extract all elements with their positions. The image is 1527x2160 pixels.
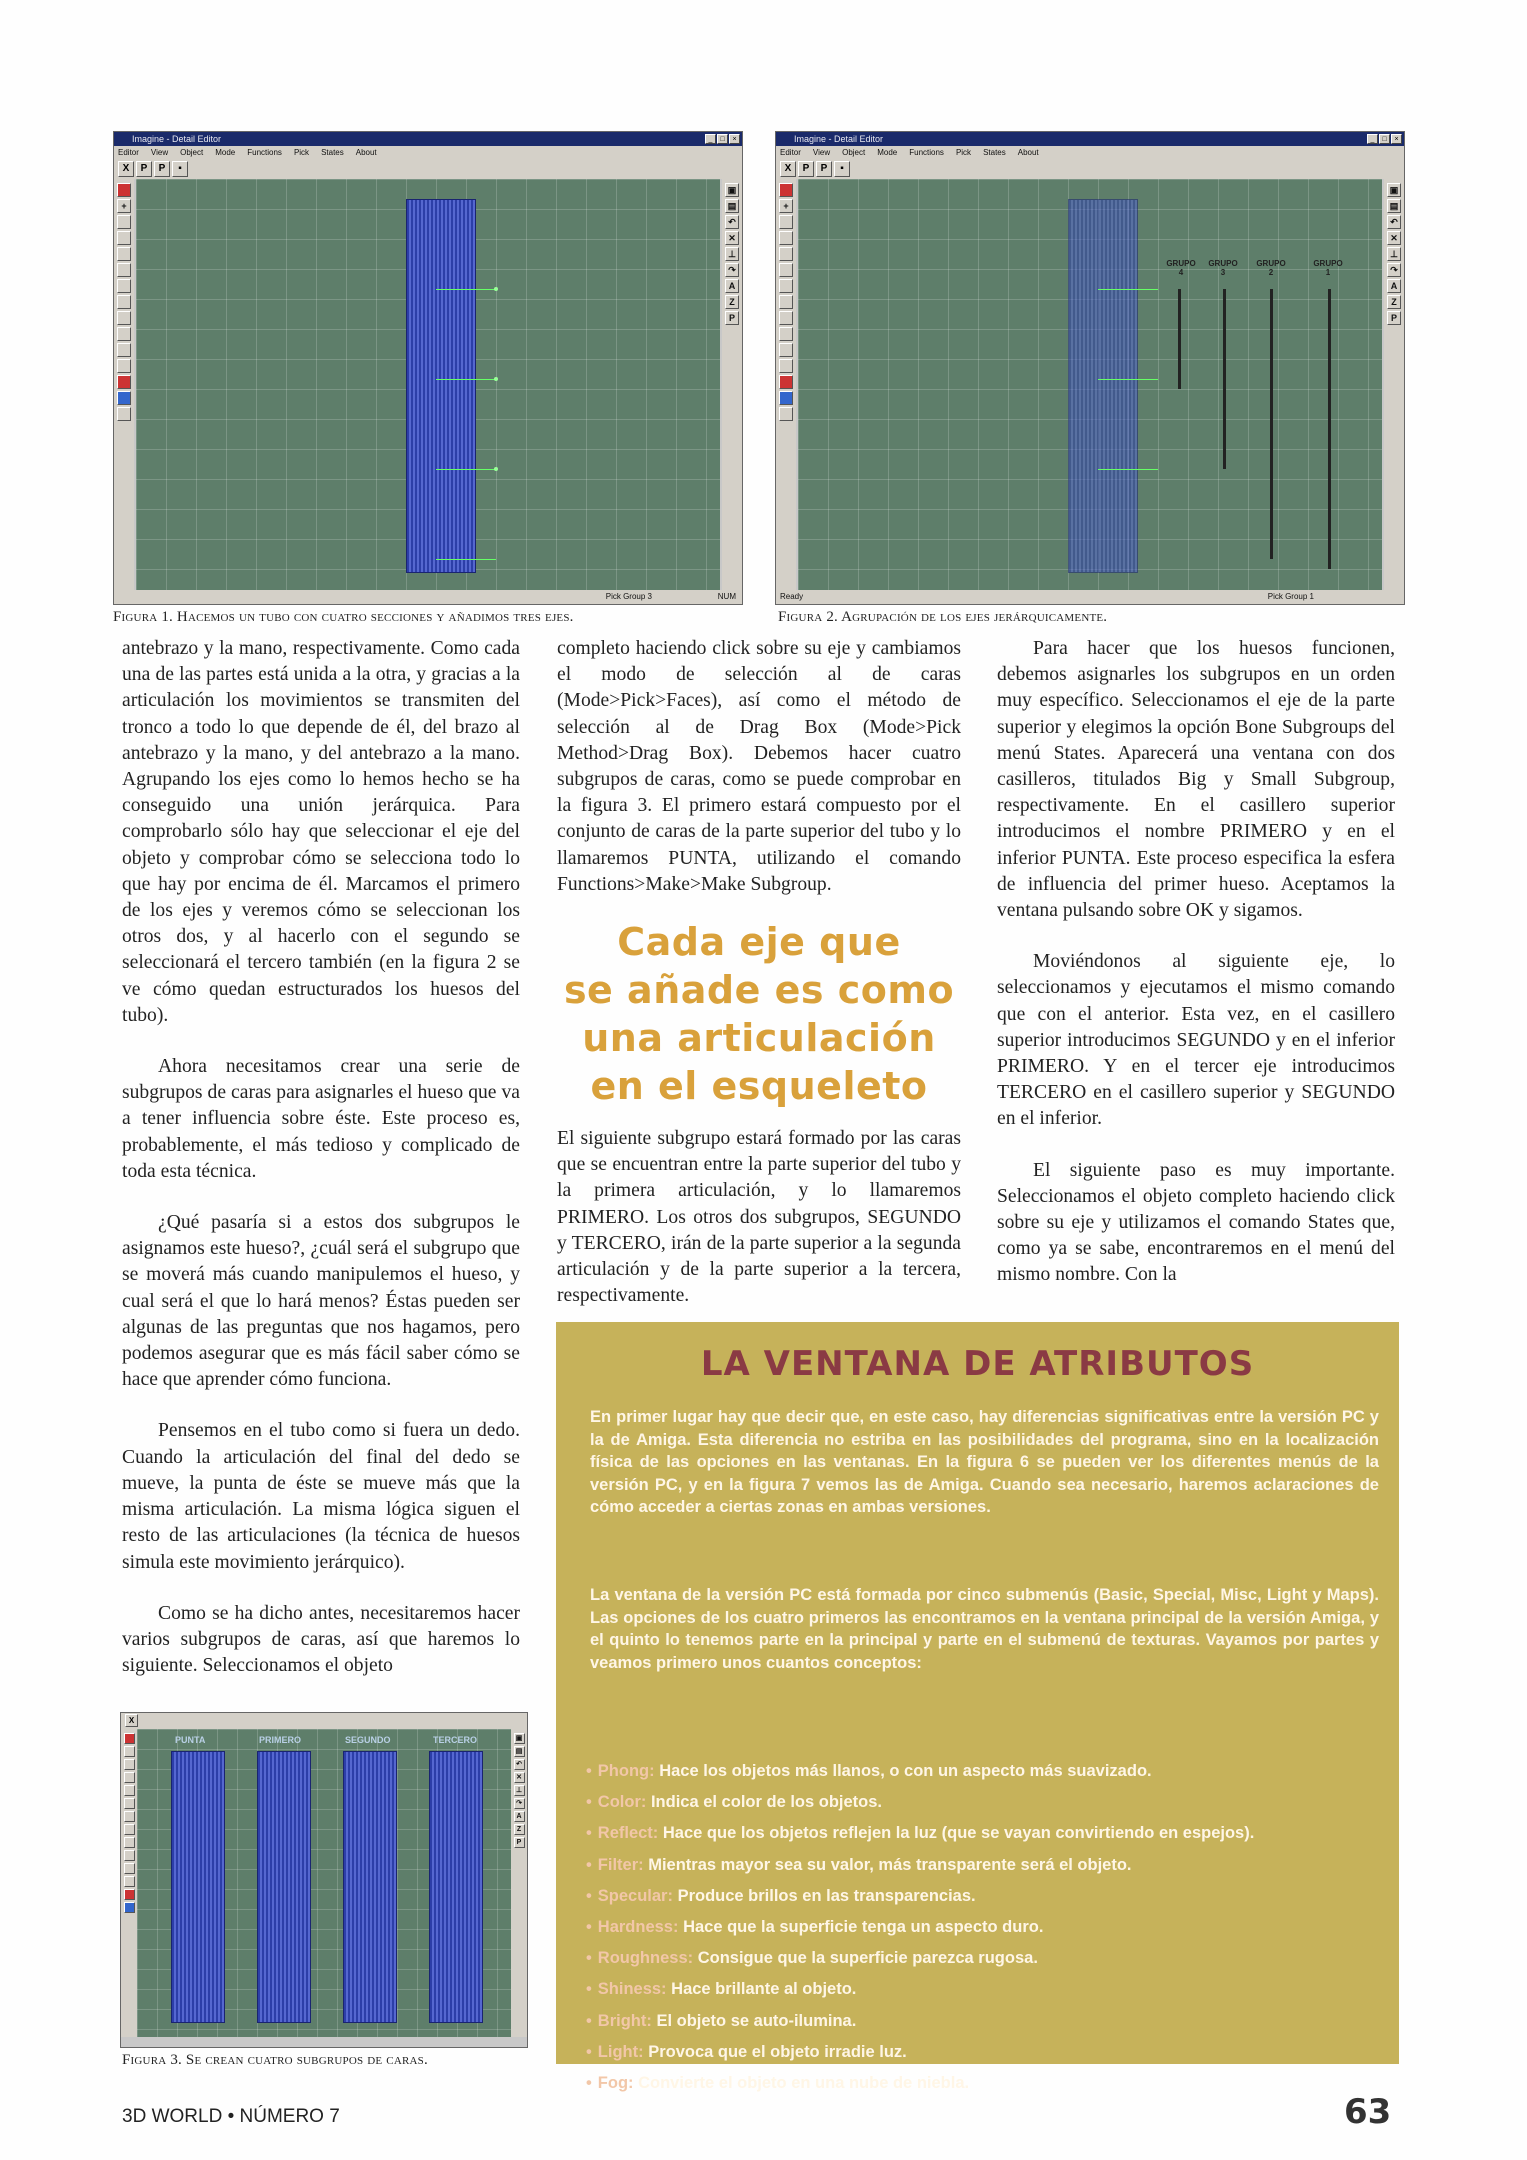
pick-button[interactable]: P (136, 161, 152, 177)
group-label: GRUPO 2 (1256, 259, 1286, 277)
attribute-term: Phong: (597, 1762, 655, 1780)
close-icon[interactable]: × (1391, 134, 1402, 144)
tool-icon[interactable]: + (117, 199, 131, 213)
tool-icon[interactable] (117, 247, 131, 261)
subgroup-label: SEGUNDO (345, 1735, 391, 1745)
attribute-desc: Hace que los objetos reflejen la luz (que se vayan convirtiendo en espejos). (662, 1824, 1255, 1843)
tool-icon[interactable] (117, 311, 131, 325)
view-button[interactable]: ▪ (834, 161, 850, 177)
group-label: GRUPO 4 (1166, 259, 1196, 277)
pick-button[interactable]: P (798, 161, 814, 177)
menu-functions[interactable]: Functions (909, 148, 944, 157)
attribute-list (586, 1756, 1379, 2099)
view-button[interactable]: ▪ (172, 161, 188, 177)
paragraph: Para hacer que los huesos funcionen, debemos asignarles los subgrupos en un orden muy específico. Seleccionamos el eje de la parte superior y elegimos la opción Bone Subgroups del menú States. Aparecerá una ventana con dos casilleros, titulados Big y Small Subgroup, respectivamente. En el casillero superior introducimos el nombre PRIMERO y en el inferior PUNTA. Este proceso especifica la esfera de influencia del primer hueso. Aceptamos la ventana pulsando sobre OK y sigamos. (997, 638, 1395, 922)
subgroup-tube[interactable] (429, 1751, 483, 2023)
subgroup-tube[interactable] (257, 1751, 311, 2023)
column-2 (557, 636, 961, 923)
paragraph: Pensemos en el tubo como si fuera un dedo. Cuando la articulación del final del dedo se mueve, la punta de éste se mueve más que la misma articulación. La misma lógica siguen el resto de las articulaciones (la técnica de huesos simula este movimiento jerárquico). (122, 1420, 520, 1573)
maximize-icon[interactable]: □ (717, 134, 728, 144)
attribute-desc: Hace que la superficie tenga un aspecto duro. (683, 1918, 1044, 1937)
tool-icon[interactable] (117, 183, 131, 197)
x-axis-button[interactable]: X (118, 161, 134, 177)
tool-icon[interactable] (779, 391, 793, 405)
menu-view[interactable]: View (812, 148, 831, 157)
attribute-desc: El objeto se auto-ilumina. (656, 2011, 857, 2030)
close-icon[interactable]: × (729, 134, 740, 144)
list-item: • Bright: El objeto se auto-ilumina. (586, 2011, 857, 2030)
figure-3-screenshot (120, 1712, 528, 2048)
tool-icon[interactable] (117, 295, 131, 309)
menu-object[interactable]: Object (180, 148, 204, 157)
left-toolbar (776, 179, 796, 590)
menu-pick[interactable]: Pick (955, 148, 972, 157)
column-3 (997, 636, 1395, 1314)
attribute-term: Hardness: (597, 1918, 679, 1937)
left-toolbar (114, 179, 134, 590)
x-axis-button[interactable]: X (780, 161, 796, 177)
paragraph: Moviéndonos al siguiente eje, lo seleccionamos y ejecutamos el mismo comando que con el anterior. Esta vez, en el casillero superior introducimos SEGUNDO y en el inferior PRIMERO. Y en el tercer eje introducimos TERCERO en el casillero superior y SEGUNDO en el inferior. (997, 951, 1395, 1130)
tool-icon[interactable] (124, 1811, 135, 1822)
tool-icon[interactable] (124, 1746, 135, 1757)
minimize-icon[interactable]: _ (705, 134, 716, 144)
toolbar (776, 159, 1404, 179)
pick-button-2[interactable]: P (816, 161, 832, 177)
attribute-desc: Indica el color de los objetos. (650, 1793, 883, 1812)
tool-p-button[interactable]: P (725, 311, 739, 325)
menu-states[interactable]: States (983, 148, 1006, 157)
menu-object[interactable]: Object (842, 148, 866, 157)
list-item: • Filter: Mientras mayor sea su valor, más transparente será el objeto. (586, 1855, 1132, 1874)
tool-icon[interactable] (779, 231, 793, 245)
sidebar-paragraph: En primer lugar hay que decir que, en este caso, hay diferencias significativas entre la versión PC y la de Amiga. Esta diferencia no estriba en las posibilidades del programa, sino en la localización física de las opciones en las ventanas. En la figura 6 se pueden ver los diferentes menús de la versión PC, y en la figura 7 vemos las de Amiga. Cuando sea necesario, haremos aclaraciones de cómo acceder a ciertas zonas en ambas versiones. (590, 1408, 1379, 1517)
window-titlebar (776, 132, 1404, 146)
tube-object[interactable] (406, 199, 476, 573)
page-number: 63 (1344, 2092, 1392, 2132)
3d-viewport[interactable] (136, 179, 720, 590)
tool-icon[interactable] (779, 263, 793, 277)
attribute-desc: Convierte el objeto en una nube de niebla. (638, 2074, 970, 2093)
3d-viewport[interactable] (137, 1729, 511, 2037)
tool-icon[interactable]: ▤ (514, 1746, 525, 1757)
tool-icon[interactable]: ⊥ (725, 247, 739, 261)
redo-icon[interactable]: ↷ (1387, 263, 1401, 277)
delete-icon[interactable]: ✕ (725, 231, 739, 245)
menu-states[interactable]: States (321, 148, 344, 157)
delete-icon[interactable]: ✕ (514, 1772, 525, 1783)
figure-1-screenshot (113, 131, 743, 605)
tool-icon[interactable] (779, 327, 793, 341)
pull-quote-line: una articulación (582, 1016, 936, 1060)
left-toolbar (121, 1729, 137, 2037)
pull-quote-line: se añade es como (563, 968, 955, 1012)
menu-bar (114, 146, 742, 159)
tool-icon[interactable] (117, 279, 131, 293)
paragraph: Como se ha dicho antes, necesitaremos hacer varios subgrupos de caras, así que haremos lo siguiente. Seleccionamos el objeto (122, 1602, 520, 1677)
status-pick-group: Pick Group 3 (605, 592, 652, 601)
list-item: • Reflect: Hace que los objetos reflejen la luz (que se vayan convirtiendo en espejos). (586, 1824, 1255, 1843)
menu-bar (776, 146, 1404, 159)
tool-a-button[interactable]: A (514, 1811, 525, 1822)
attribute-desc: Hace los objetos más llanos, o con un aspecto más suavizado. (659, 1762, 1152, 1780)
list-item: • Specular: Produce brillos en las transparencias. (586, 1886, 976, 1905)
tool-p-button[interactable]: P (1387, 311, 1401, 325)
list-item: • Light: Provoca que el objeto irradie luz. (586, 2042, 907, 2061)
tool-a-button[interactable]: A (725, 279, 739, 293)
subgroup-tube[interactable] (171, 1751, 225, 2023)
tool-icon[interactable] (124, 1798, 135, 1809)
tool-z-button[interactable]: Z (1387, 295, 1401, 309)
tool-icon[interactable] (117, 327, 131, 341)
tool-icon[interactable]: ▣ (514, 1733, 525, 1744)
menu-functions[interactable]: Functions (247, 148, 282, 157)
tool-icon[interactable] (117, 215, 131, 229)
attribute-term: Reflect: (597, 1824, 659, 1843)
menu-about[interactable]: About (1017, 148, 1039, 157)
subgroup-tube[interactable] (343, 1751, 397, 2023)
tool-icon[interactable] (779, 247, 793, 261)
undo-icon[interactable]: ↶ (725, 215, 739, 229)
group-bar (1328, 289, 1331, 569)
attribute-term: Bright: (597, 2011, 652, 2030)
list-item: • Hardness: Hace que la superficie tenga un aspecto duro. (586, 1918, 1044, 1937)
tool-icon[interactable] (779, 215, 793, 229)
sidebar-title: LA VENTANA DE ATRIBUTOS (700, 1344, 1255, 1384)
tool-p-button[interactable]: P (514, 1837, 525, 1848)
tool-icon[interactable] (779, 407, 793, 421)
delete-icon[interactable]: ✕ (1387, 231, 1401, 245)
paragraph: Ahora necesitamos crear una serie de subgrupos de caras para asignarles el hueso que va a tener influencia sobre éste. Este proceso es, probablemente, el más tedioso y complicado de toda esta técnica. (122, 1056, 520, 1182)
axis-point (494, 287, 498, 291)
attribute-desc: Provoca que el objeto irradie luz. (648, 2042, 907, 2061)
tool-z-button[interactable]: Z (514, 1824, 525, 1835)
paragraph: El siguiente subgrupo estará formado por las caras que se encuentran entre la parte superior del tubo y la primera articulación, y lo llamaremos PRIMERO. Los otros dos subgrupos, SEGUNDO y TERCERO, irán de la parte superior a la segunda articulación y de la parte superior a la tercera, respectivamente. (557, 1128, 961, 1307)
footer-issue: 3D WORLD • NÚMERO 7 (122, 2106, 340, 2127)
tool-icon[interactable] (779, 279, 793, 293)
pick-button-2[interactable]: P (154, 161, 170, 177)
status-ready: Ready (780, 592, 804, 601)
tool-icon[interactable]: + (779, 199, 793, 213)
subgroup-label: PRIMERO (259, 1735, 302, 1745)
tool-icon[interactable]: ▣ (725, 183, 739, 197)
right-toolbar (1384, 179, 1404, 590)
tool-icon[interactable] (124, 1785, 135, 1796)
tool-icon[interactable] (124, 1863, 135, 1874)
paragraph: completo haciendo click sobre su eje y cambiamos el modo de selección al de caras (Mode>Pick>Faces), así como el método de selección al de Drag Box (Mode>Pick Method>Drag Box). Debemos hacer cuatro subgrupos de caras, como se puede comprobar en la figura 3. El primero estará compuesto por el conjunto de caras de la parte superior del tubo y lo llamaremos PUNTA, utilizando el comando Functions>Make>Make Subgroup. (557, 638, 961, 895)
tool-icon[interactable] (124, 1759, 135, 1770)
tool-icon[interactable]: ▤ (725, 199, 739, 213)
right-toolbar (511, 1729, 527, 2037)
redo-icon[interactable]: ↷ (514, 1798, 525, 1809)
tool-icon[interactable] (124, 1850, 135, 1861)
tool-icon[interactable]: ▤ (1387, 199, 1401, 213)
attribute-term: Specular: (597, 1886, 673, 1905)
menu-editor[interactable]: Editor (118, 148, 139, 157)
undo-icon[interactable]: ↶ (1387, 215, 1401, 229)
tool-icon[interactable] (779, 375, 793, 389)
status-num: NUM (717, 592, 736, 601)
axis-point (494, 467, 498, 471)
axis-line (436, 289, 496, 290)
axis-point (494, 377, 498, 381)
axis-line (436, 559, 496, 560)
menu-mode[interactable]: Mode (877, 148, 898, 157)
axis-line (1098, 469, 1158, 470)
tool-z-button[interactable]: Z (725, 295, 739, 309)
tool-icon[interactable] (124, 1733, 135, 1744)
maximize-icon[interactable]: □ (1379, 134, 1390, 144)
paragraph: ¿Qué pasaría si a estos dos subgrupos le asignamos este hueso?, ¿cuál será el subgrupo que se moverá más cuando manipulemos el hueso, y cual será el que lo hará menos? Éstas pueden ser algunas de las preguntas que nos hagamos, pero podemos asegurar que es más fácil saber cómo se hace que aprender cómo funciona. (122, 1212, 520, 1391)
group-bar (1223, 289, 1226, 469)
status-pick-group: Pick Group 1 (1267, 592, 1314, 601)
window-title: Imagine - Detail Editor (794, 134, 884, 144)
attribute-desc: Produce brillos en las transparencias. (677, 1886, 976, 1905)
tool-icon[interactable] (117, 231, 131, 245)
tool-icon[interactable]: ⊥ (1387, 247, 1401, 261)
group-label: GRUPO 1 (1313, 259, 1343, 277)
list-item: • Phong: Hace los objetos más llanos, o con un aspecto más suavizado. (586, 1762, 1152, 1780)
tool-icon[interactable] (779, 295, 793, 309)
attribute-term: Filter: (597, 1855, 644, 1874)
column-1 (122, 636, 520, 1704)
window-title: Imagine - Detail Editor (132, 134, 222, 144)
x-axis-button[interactable]: X (125, 1714, 138, 1727)
figure-2-screenshot (775, 131, 1405, 605)
axis-line (1098, 379, 1158, 380)
attribute-term: Fog: (597, 2074, 634, 2093)
subgroup-label: PUNTA (175, 1735, 206, 1745)
tool-icon[interactable] (779, 183, 793, 197)
redo-icon[interactable]: ↷ (725, 263, 739, 277)
tool-icon[interactable] (117, 263, 131, 277)
tool-icon[interactable] (117, 359, 131, 373)
tool-icon[interactable] (124, 1837, 135, 1848)
attributes-sidebar (556, 1322, 1399, 2093)
toolbar (121, 1713, 527, 1729)
window-titlebar (114, 132, 742, 146)
list-item: • Fog: Convierte el objeto en una nube de niebla. (586, 2074, 970, 2093)
figure-1-caption: Figura 1. Hacemos un tubo con cuatro secciones y añadimos tres ejes. (113, 609, 574, 625)
sidebar-paragraph: La ventana de la versión PC está formada por cinco submenús (Basic, Special, Misc, Light y Maps). Las opciones de los cuatro primeros las encontramos en la ventana principal de la versión Amiga, y el quinto lo tenemos parte en la principal y parte en el submenú de texturas. Vayamos por partes y veamos primero unos cuantos conceptos: (590, 1586, 1379, 1672)
group-bar (1178, 289, 1181, 389)
minimize-icon[interactable]: _ (1367, 134, 1378, 144)
undo-icon[interactable]: ↶ (514, 1759, 525, 1770)
group-label: GRUPO 3 (1208, 259, 1238, 277)
list-item: • Color: Indica el color de los objetos. (586, 1793, 883, 1812)
3d-viewport[interactable] (798, 179, 1382, 590)
pull-quote-line: Cada eje que (617, 920, 901, 964)
attribute-term: Roughness: (597, 1949, 694, 1968)
subgroup-label: TERCERO (433, 1735, 478, 1745)
attribute-term: Shiness: (597, 1980, 667, 1999)
list-item: • Shiness: Hace brillante al objeto. (586, 1980, 857, 1999)
pull-quote (557, 918, 961, 1110)
attribute-term: Color: (597, 1793, 647, 1812)
tool-icon[interactable] (124, 1889, 135, 1900)
status-bar (776, 590, 1404, 604)
attribute-desc: Consigue que la superficie parezca rugosa. (697, 1949, 1038, 1968)
paragraph: antebrazo y la mano, respectivamente. Como cada una de las partes está unida a la otra, y gracias a la articulación los movimientos se transmiten del tronco a todo lo que depende de él, del brazo al antebrazo y la mano, y del antebrazo a la mano. Agrupando los ejes como lo hemos hecho se ha conseguido una unión jerárquica. Para comprobarlo sólo hay que seleccionar el eje del objeto y comprobar cómo se selecciona todo lo que hay por encima de él. Marcamos el primero de los ejes y veremos cómo se seleccionan los otros dos, y al hacerlo con el segundo se seleccionará el tercero también (en la figura 2 se ve cómo quedan estructurados los huesos del tubo). (122, 638, 520, 1026)
toolbar (114, 159, 742, 179)
tool-icon[interactable] (117, 391, 131, 405)
tool-icon[interactable]: ⊥ (514, 1785, 525, 1796)
tool-icon[interactable]: ▣ (1387, 183, 1401, 197)
menu-view[interactable]: View (150, 148, 169, 157)
menu-editor[interactable]: Editor (780, 148, 801, 157)
group-bar (1270, 289, 1273, 559)
list-item: • Roughness: Consigue que la superficie parezca rugosa. (586, 1949, 1038, 1968)
attribute-term: Light: (597, 2042, 644, 2061)
tool-icon[interactable] (124, 1824, 135, 1835)
figure-3-caption: Figura 3. Se crean cuatro subgrupos de caras. (122, 2052, 428, 2068)
menu-pick[interactable]: Pick (293, 148, 310, 157)
axis-line (436, 379, 496, 380)
attribute-desc: Hace brillante al objeto. (671, 1980, 857, 1999)
tool-icon[interactable] (779, 311, 793, 325)
tube-object[interactable] (1068, 199, 1138, 573)
column-2-lower (557, 1126, 961, 1334)
tool-icon[interactable] (124, 1772, 135, 1783)
menu-mode[interactable]: Mode (215, 148, 236, 157)
axis-line (1098, 289, 1158, 290)
status-bar (114, 590, 742, 604)
tool-icon[interactable] (124, 1876, 135, 1887)
paragraph: El siguiente paso es muy importante. Seleccionamos el objeto completo haciendo click sobre su eje y utilizamos el comando States que, como ya se sabe, encontraremos en el menú del mismo nombre. Con la (997, 1159, 1395, 1286)
menu-about[interactable]: About (355, 148, 377, 157)
tool-icon[interactable] (124, 1902, 135, 1913)
tool-icon[interactable] (779, 343, 793, 357)
figure-2-caption: Figura 2. Agrupación de los ejes jerárquicamente. (778, 609, 1108, 625)
attribute-desc: Mientras mayor sea su valor, más transparente será el objeto. (648, 1855, 1132, 1874)
tool-icon[interactable] (117, 343, 131, 357)
tool-icon[interactable] (779, 359, 793, 373)
tool-icon[interactable] (117, 375, 131, 389)
right-toolbar (722, 179, 742, 590)
tool-icon[interactable] (117, 407, 131, 421)
tool-a-button[interactable]: A (1387, 279, 1401, 293)
axis-line (436, 469, 496, 470)
pull-quote-line: en el esqueleto (590, 1064, 928, 1108)
